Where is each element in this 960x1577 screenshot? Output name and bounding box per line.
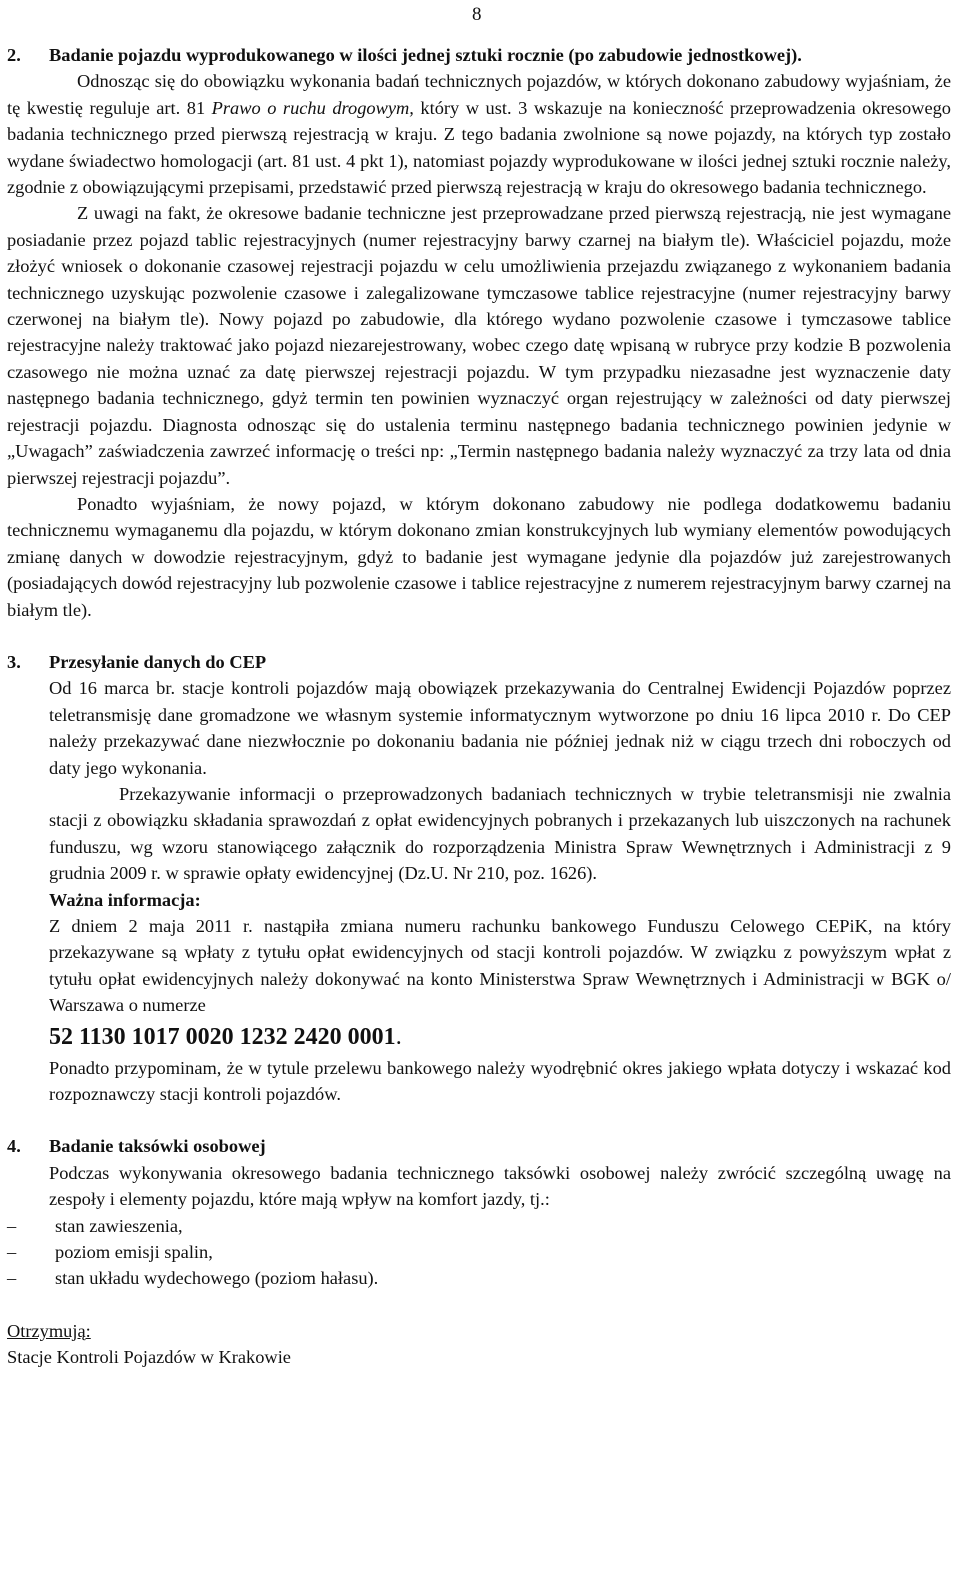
section-3-body [7,675,951,1107]
section-4-body [7,1160,951,1213]
recipient-1: Stacje Kontroli Pojazdów w Krakowie [7,1347,291,1368]
section-4-paragraph-1: Podczas wykonywania okresowego badania technicznego taksówki osobowej należy zwrócić szczególną uwagę na zespoły i elementy pojazdu, które mają wpływ na komfort jazdy, tj.: [49,1162,951,1210]
list-item [7,1239,951,1265]
section-4-heading [7,1133,951,1159]
page-number: 8 [472,4,482,25]
section-4-number: 4. [7,1136,21,1157]
account-number-dot: . [395,1023,402,1050]
important-info-label: Ważna informacja: [49,889,201,910]
taxi-checklist [7,1213,951,1292]
law-name-italic: Prawo o ruchu drogowym, [211,97,414,118]
account-number-text: 52 1130 1017 0020 1232 2420 0001 [49,1023,396,1050]
list-item-text: poziom emisji spalin, [55,1242,213,1263]
section-2-paragraph-1 [7,68,951,200]
section-3-heading [7,649,951,675]
bank-account-number [49,1019,951,1055]
section-2-paragraph-2: Z uwagi na fakt, że okresowe badanie techniczne jest przeprowadzane przed pierwszą rejestracją, nie jest wymagane posiadanie przez pojazd tablic rejestracyjnych (numer rejestracyjny barwy czarnej na białym tle). Właściciel pojazdu, może złożyć wniosek o dokonanie czasowej rejestracji pojazdu w celu umożliwienia przejazdu związanego z wykonaniem badania technicznego uzyskując pozwolenie czasowe i zalegalizowane tymczasowe tablice rejestracyjne (numer rejestracyjny barwy czerwonej na białym tle). Nowy pojazd po zabudowie, dla którego wydano pozwolenie czasowe i tymczasowe tablice rejestracyjne należy traktować jako pojazd niezarejestrowany, wobec czego datę wpisaną w rubryce przy kodzie B pozwolenia czasowego nie można uznać za datę pierwszej rejestracji pojazdu. W tym przypadku niezasadne jest wyznaczenie daty następnego badania technicznego, gdyż termin ten powinien wyznaczyć organ rejestrujący w zależności od daty pierwszej rejestracji pojazdu. Diagnosta odnosząc się do ustalenia terminu następnego badania technicznego powinien jedynie w „Uwagach” zaświadczenia zawrzeć informację o treści np: „Termin następnego badania należy wyznaczyć za trzy lata od dnia pierwszej rejestracji pojazdu”. [7,203,951,488]
list-item-text: stan układu wydechowego (poziom hałasu). [55,1268,379,1289]
dash-bullet-icon: – [7,1268,17,1289]
section-2-p1-start: Odnosząc się do obowiązku wykonania badań technicznych pojazdów, w których dokonano zabudowy wyjaśniam, że tę kwestię reguluje art. 81 [7,71,951,118]
section-2-paragraph-3: Ponadto wyjaśniam, że nowy pojazd, w którym dokonano zabudowy nie podlega dodatkowemu badaniu technicznemu wymaganemu dla pojazdu, w którym dokonano zmian konstrukcyjnych lub wymiany elementów powodujących zmianę danych w dowodzie rejestracyjnym, gdyż to badanie jest wymagane jedynie dla pojazdów już zarejestrowanych (posiadających dowód rejestracyjny lub pozwolenie czasowe i tablice rejestracyjne z numerem rejestracyjnym barwy czarnej na białym tle). [7,493,951,620]
section-2-number: 2. [7,45,21,65]
section-2-heading [7,42,951,68]
section-2-p1-end: który w ust. 3 wskazuje na konieczność przeprowadzenia okresowego badania technicznego przed pierwszą rejestracją w kraju. Z tego badania zwolnione są nowe pojazdy, na których typ zostało wydane świadectwo homologacji (art. 81 ust. 4 pkt 1), natomiast pojazdy wyprodukowane w ilości jednej sztuki rocznie należy, zgodnie z obowiązującymi przepisami, przedstawić przed pierwszą rejestracją w kraju do okresowego badania technicznego. [7,97,951,198]
section-2-title: Badanie pojazdu wyprodukowanego w ilości jednej sztuki rocznie (po zabudowie jednostkowej). [49,45,802,65]
list-item-text: stan zawieszenia, [55,1215,183,1236]
section-3-paragraph-1: Od 16 marca br. stacje kontroli pojazdów mają obowiązek przekazywania do Centralnej Ewidencji Pojazdów poprzez teletransmisję dane gromadzone we własnym systemie informatycznym wytworzone po dniu 16 lipca 2010 r. Do CEP należy przekazywać dane niezwłocznie po dokonaniu badania nie później jednak niż w ciągu trzech dni roboczych od daty jego wykonania. [49,678,951,778]
recipients-label: Otrzymują: [7,1320,91,1341]
spacer [7,623,951,649]
spacer [7,1292,951,1318]
dash-bullet-icon: – [7,1215,17,1236]
section-3-paragraph-3: Z dniem 2 maja 2011 r. nastąpiła zmiana numeru rachunku bankowego Funduszu Celowego CEPiK, na który przekazywane są wpłaty z tytułu opłat ewidencyjnych od stacji kontroli pojazdów. W związku z powyższym wpłat z tytułu opłat ewidencyjnych należy dokonywać na konto Ministerstwa Spraw Wewnętrznych i Administracji w BGK o/ Warszawa o numerze [49,916,951,1016]
list-item [7,1265,951,1291]
dash-bullet-icon: – [7,1242,17,1263]
spacer [7,1107,951,1133]
section-3-title: Przesyłanie danych do CEP [49,651,267,672]
list-item [7,1213,951,1239]
section-4-title: Badanie taksówki osobowej [49,1136,266,1157]
section-3-paragraph-4: Ponadto przypominam, że w tytule przelewu bankowego należy wyodrębnić okres jakiego wpłata dotyczy i wskazać kod rozpoznawczy stacji kontroli pojazdów. [49,1057,951,1105]
document-body [7,42,951,1371]
section-3-paragraph-2: Przekazywanie informacji o przeprowadzonych badaniach technicznych w trybie teletransmisji nie zwalnia stacji z obowiązku składania sprawozdań z opłat ewidencyjnych pobranych i przekazanych lub uiszczonych na rachunek funduszu, wg wzoru stanowiącego załącznik do rozporządzenia Ministra Spraw Wewnętrznych i Administracji z 9 grudnia 2009 r. w sprawie opłaty ewidencyjnej (Dz.U. Nr 210, poz. 1626). [49,783,951,884]
section-3-number: 3. [7,651,21,672]
